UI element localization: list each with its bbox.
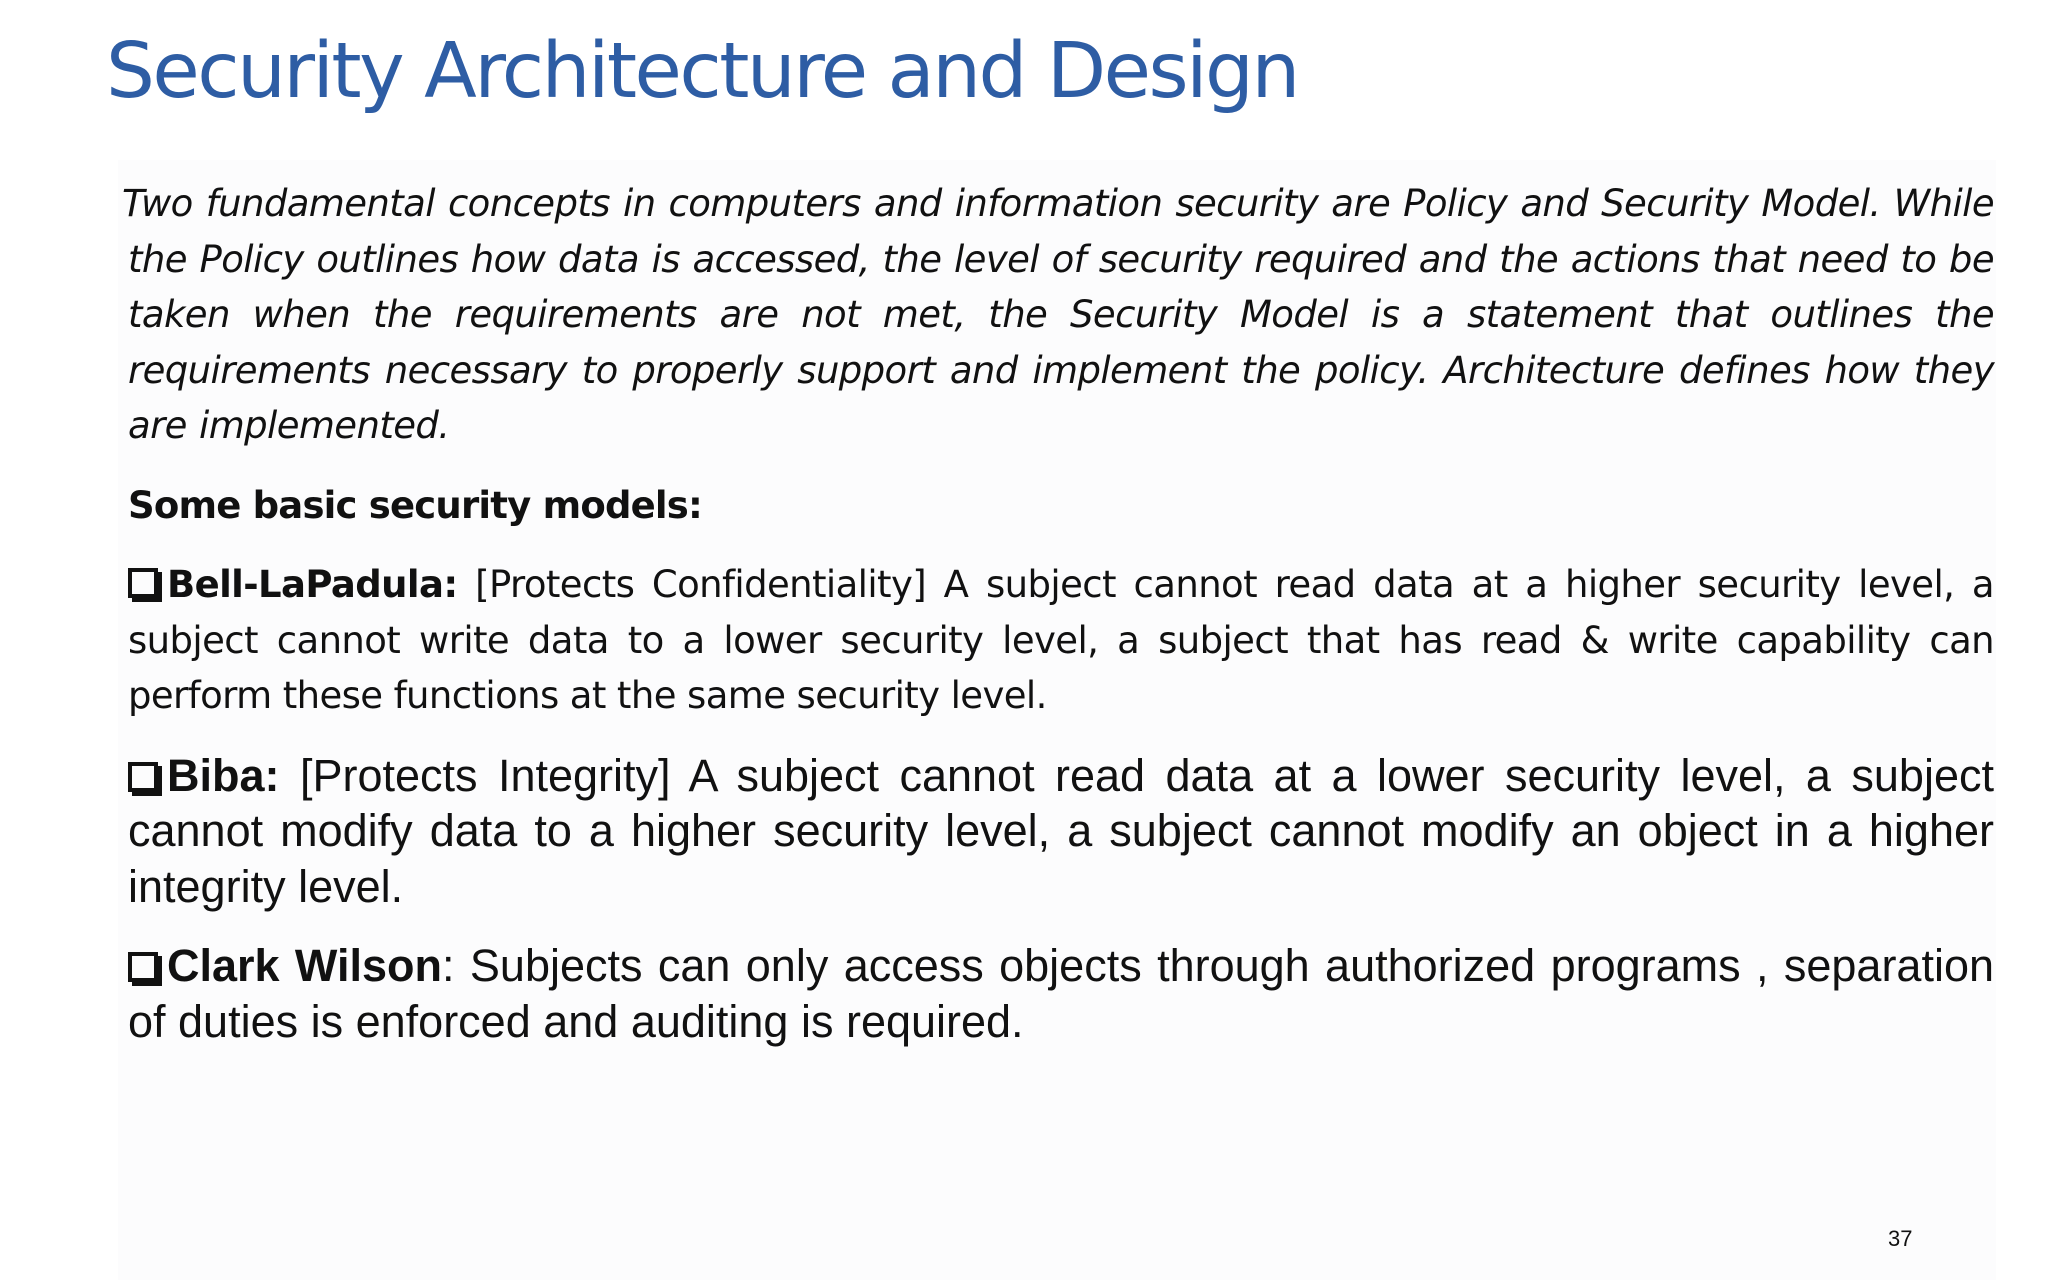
intro-paragraph (122, 176, 1994, 454)
hollow-square-bullet-icon (128, 952, 158, 982)
model-biba (128, 748, 1994, 915)
model-name: Clark Wilson (167, 940, 443, 991)
intro-rest: While the Policy outlines how data is accessed, the level of security required and the actions that need to be taken when the requirements are not met, the Security Model is a statement that outlines the requirements necessary to properly support and implement the policy. Architecture defines how they are implemented. (128, 182, 1994, 447)
model-bell-lapadula (128, 557, 1994, 724)
models-heading: Some basic security models: (128, 483, 703, 527)
model-description: : Subjects can only access objects through authorized programs , separation of duties is enforced and auditing is required. (128, 940, 1995, 1047)
model-description: [Protects Confidentiality] A subject cannot read data at a higher security level, a subject cannot write data to a lower security level, a subject that has read & write capability can perform these functions at the same security level. (128, 563, 1994, 717)
page-number: 37 (1888, 1226, 1913, 1251)
hollow-square-bullet-icon (128, 762, 158, 792)
model-name: Bell-LaPadula: (167, 563, 458, 606)
model-description: [Protects Integrity] A subject cannot read data at a lower security level, a subject cannot modify data to a higher security level, a subject cannot modify an object in a higher integrity level. (128, 749, 1994, 912)
intro-first-line: Two fundamental concepts in computers and information security are Policy and Security Model. (122, 182, 1881, 225)
slide-body (122, 176, 1995, 1049)
hollow-square-bullet-icon (128, 568, 158, 598)
model-name: Biba: (167, 749, 280, 801)
model-clark-wilson (128, 938, 1994, 1049)
slide-title: Security Architecture and Design (106, 27, 1298, 116)
